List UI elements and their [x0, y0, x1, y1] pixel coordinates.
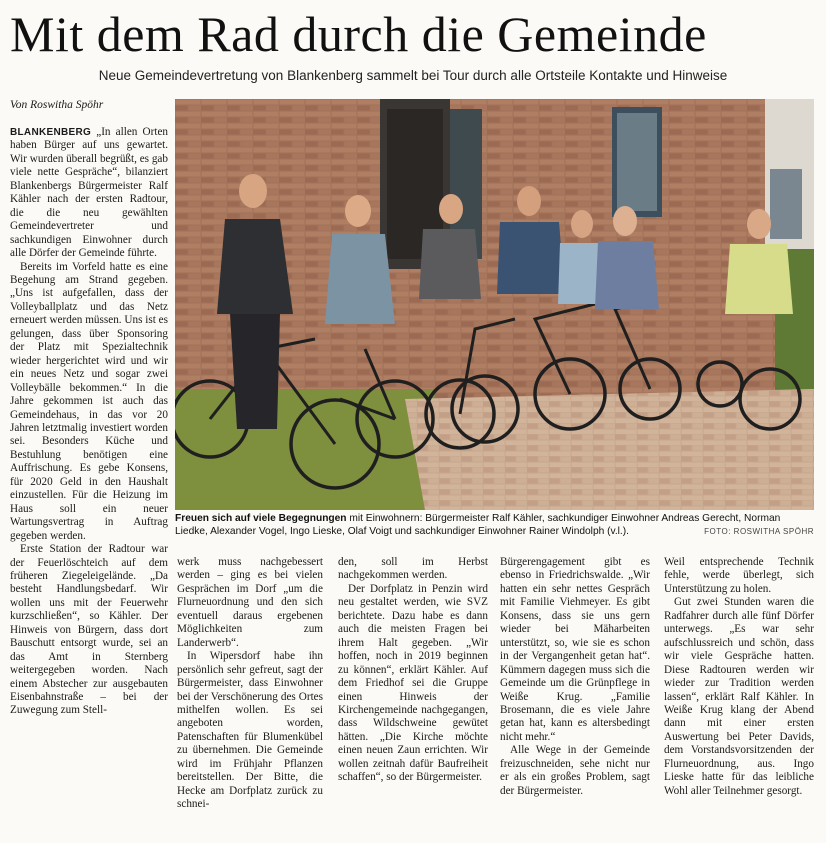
paragraph: den, soll im Herbst nachgekommen werden. — [338, 556, 488, 582]
paragraph: Bereits im Vorfeld hatte es eine Begehung am Strand gegeben. „Uns ist aufgefallen, dass der Volleyballplatz und das Netz erneuert werden müssen. Uns ist es gelungen, dass über Sponsoring der Platz mit Spezialtechnik wieder hergerichtet wird und wir ein neues Netz und sogar zwei Volleybälle bekommen.“ In die Jahre gekommen ist auch das Gemeindehaus, in das vor 20 Jahren letztmalig investiert worden sei. Besonders Küche und Bestuhlung benötigen eine Auffrischung. Es gebe Konsens, für 2020 Geld in den Haushalt einzustellen. Für die Heizung im Haus soll ein neuer Wartungsvertrag in Auftrag gegeben werden. — [10, 260, 168, 542]
paragraph: In Wipersdorf habe ihn persönlich sehr gefreut, sagt der Bürgermeister, dass Einwohner bei der Verschönerung des Ortes mithelfen wollen. Es sei angeboten worden, Patenschaften für Blumenkübel zu übernehmen. Die Gemeinde wird im Frühjahr Pflanzen bereitstellen. Der Bitte, die Hecke am Dorfplatz zurück zu schnei- — [177, 650, 323, 811]
paragraph: Der Dorfplatz in Penzin wird neu gestaltet werden, wie SVZ berichtete. Dazu habe es dann auch die meisten Fragen bei ihrem Halt gegeben. „Wir hoffen, noch in 2019 beginnen zu können“, erklärt Kähler. Auf dem Friedhof sei die Gruppe einen Hinweis der Kirchengemeinde nachgegangen, dass Wildschweine gewütet hätten. „Die Kirche möchte einen neuen Zaun errichten. Wir wollen zeitnah dafür Baufreiheit schaffen“, so der Bürgermeister. — [338, 582, 488, 784]
article-column-1 — [10, 126, 168, 836]
paragraph: Erste Station der Radtour war der Feuerlöschteich auf dem früheren Ziegeleigelände. „Da besteht Handlungsbedarf. Wir wollen uns mit der Feuerwehr kurzschließen“, so Kähler. Der Hinweis von Bürgern, dass dort Bauschutt entsorgt wurde, sei an das Amt in Sternberg weitergegeben worden. Nach einem Abstecher zur ausgebauten Eisenbahnstraße – bei der Zuwegung zum Stell- — [10, 543, 168, 717]
paragraph: Alle Wege in der Gemeinde freizuschneiden, sehe nicht nur er als ein großes Problem, sagt der Bürgermeister. — [500, 744, 650, 797]
cyclists-photo-illustration — [175, 99, 814, 510]
byline: Von Roswitha Spöhr — [10, 99, 104, 111]
headline: Mit dem Rad durch die Gemeinde — [10, 6, 707, 62]
paragraph: werk muss nachgebessert werden – ging es bei vielen Gesprächen im Dorf „um die Flurneuordnung und den sich eventuell daraus ergebenen Möglichkeiten zum Landerwerb“. — [177, 556, 323, 649]
article-column-4 — [500, 556, 650, 836]
article-column-3 — [338, 556, 488, 836]
paragraph: Bürgerengagement gibt es ebenso in Friedrichswalde. „Wir hatten ein sehr nettes Gespräch mit Familie Viehmeyer. Es gibt Konsens, dass sie uns gern wieder bei Mäharbeiten unterstützt, so, wie sie es schon in der Vergangenheit getan hat“. Kümmern dagegen muss sich die Gemeinde um die Grünpflege in Weiße Krug. „Familie Brosemann, die es viele Jahre getan hat, kann es altersbedingt nicht mehr.“ — [500, 556, 650, 743]
photo-credit: FOTO: ROSWITHA SPÖHR — [704, 527, 814, 536]
paragraph: Gut zwei Stunden waren die Radfahrer durch alle fünf Dörfer unterwegs. „Es war sehr aufschlussreich und schön, dass wir viele Gespräche hatten. Diese Radtouren werden wir wieder zur Tradition werden lassen“, erklärt Ralf Kähler. In Weiße Krug klang der Abend dann mit einer ersten Auswertung bei Peter Davids, dem Vorstandsvorsitzenden der Flurneuordnung, aus. Ingo Lieske hatte für das leibliche Wohl aller Teilnehmer gesorgt. — [664, 596, 814, 797]
caption-lead: Freuen sich auf viele Begegnungen — [175, 513, 347, 524]
caption-text: mit Einwohnern: Bürgermeister Ralf Kähler, sachkundiger Einwohner Andreas Gerecht, Norman Liedke, Alexander Vogel, Ingo Lieske, Olaf Voigt und sachkundiger Einwohner Rainer Windolph (v.l.). — [175, 513, 781, 537]
dateline: BLANKENBERG — [10, 127, 92, 138]
paragraph: Weil entsprechende Technik fehle, werde überlegt, sich Unterstützung zu holen. — [664, 556, 814, 595]
paragraph — [10, 126, 168, 261]
article-column-2 — [177, 556, 323, 836]
paragraph-text: „In allen Orten haben Bürger auf uns gewartet. Wir wurden überall begrüßt, es gab viele nette Gespräche“, bilanziert Blankenbergs Bürgermeister Ralf Kähler nach der ersten Radtour, die die neu gewählten Gemeindevertreter und sachkundigen Einwohner durch alle Dörfer der Gemeinde führte. — [10, 126, 168, 260]
article-column-5 — [664, 556, 814, 836]
group-photo — [175, 99, 814, 510]
subheadline: Neue Gemeindevertretung von Blankenberg sammelt bei Tour durch alle Ortsteile Kontakte und Hinweise — [98, 68, 728, 83]
